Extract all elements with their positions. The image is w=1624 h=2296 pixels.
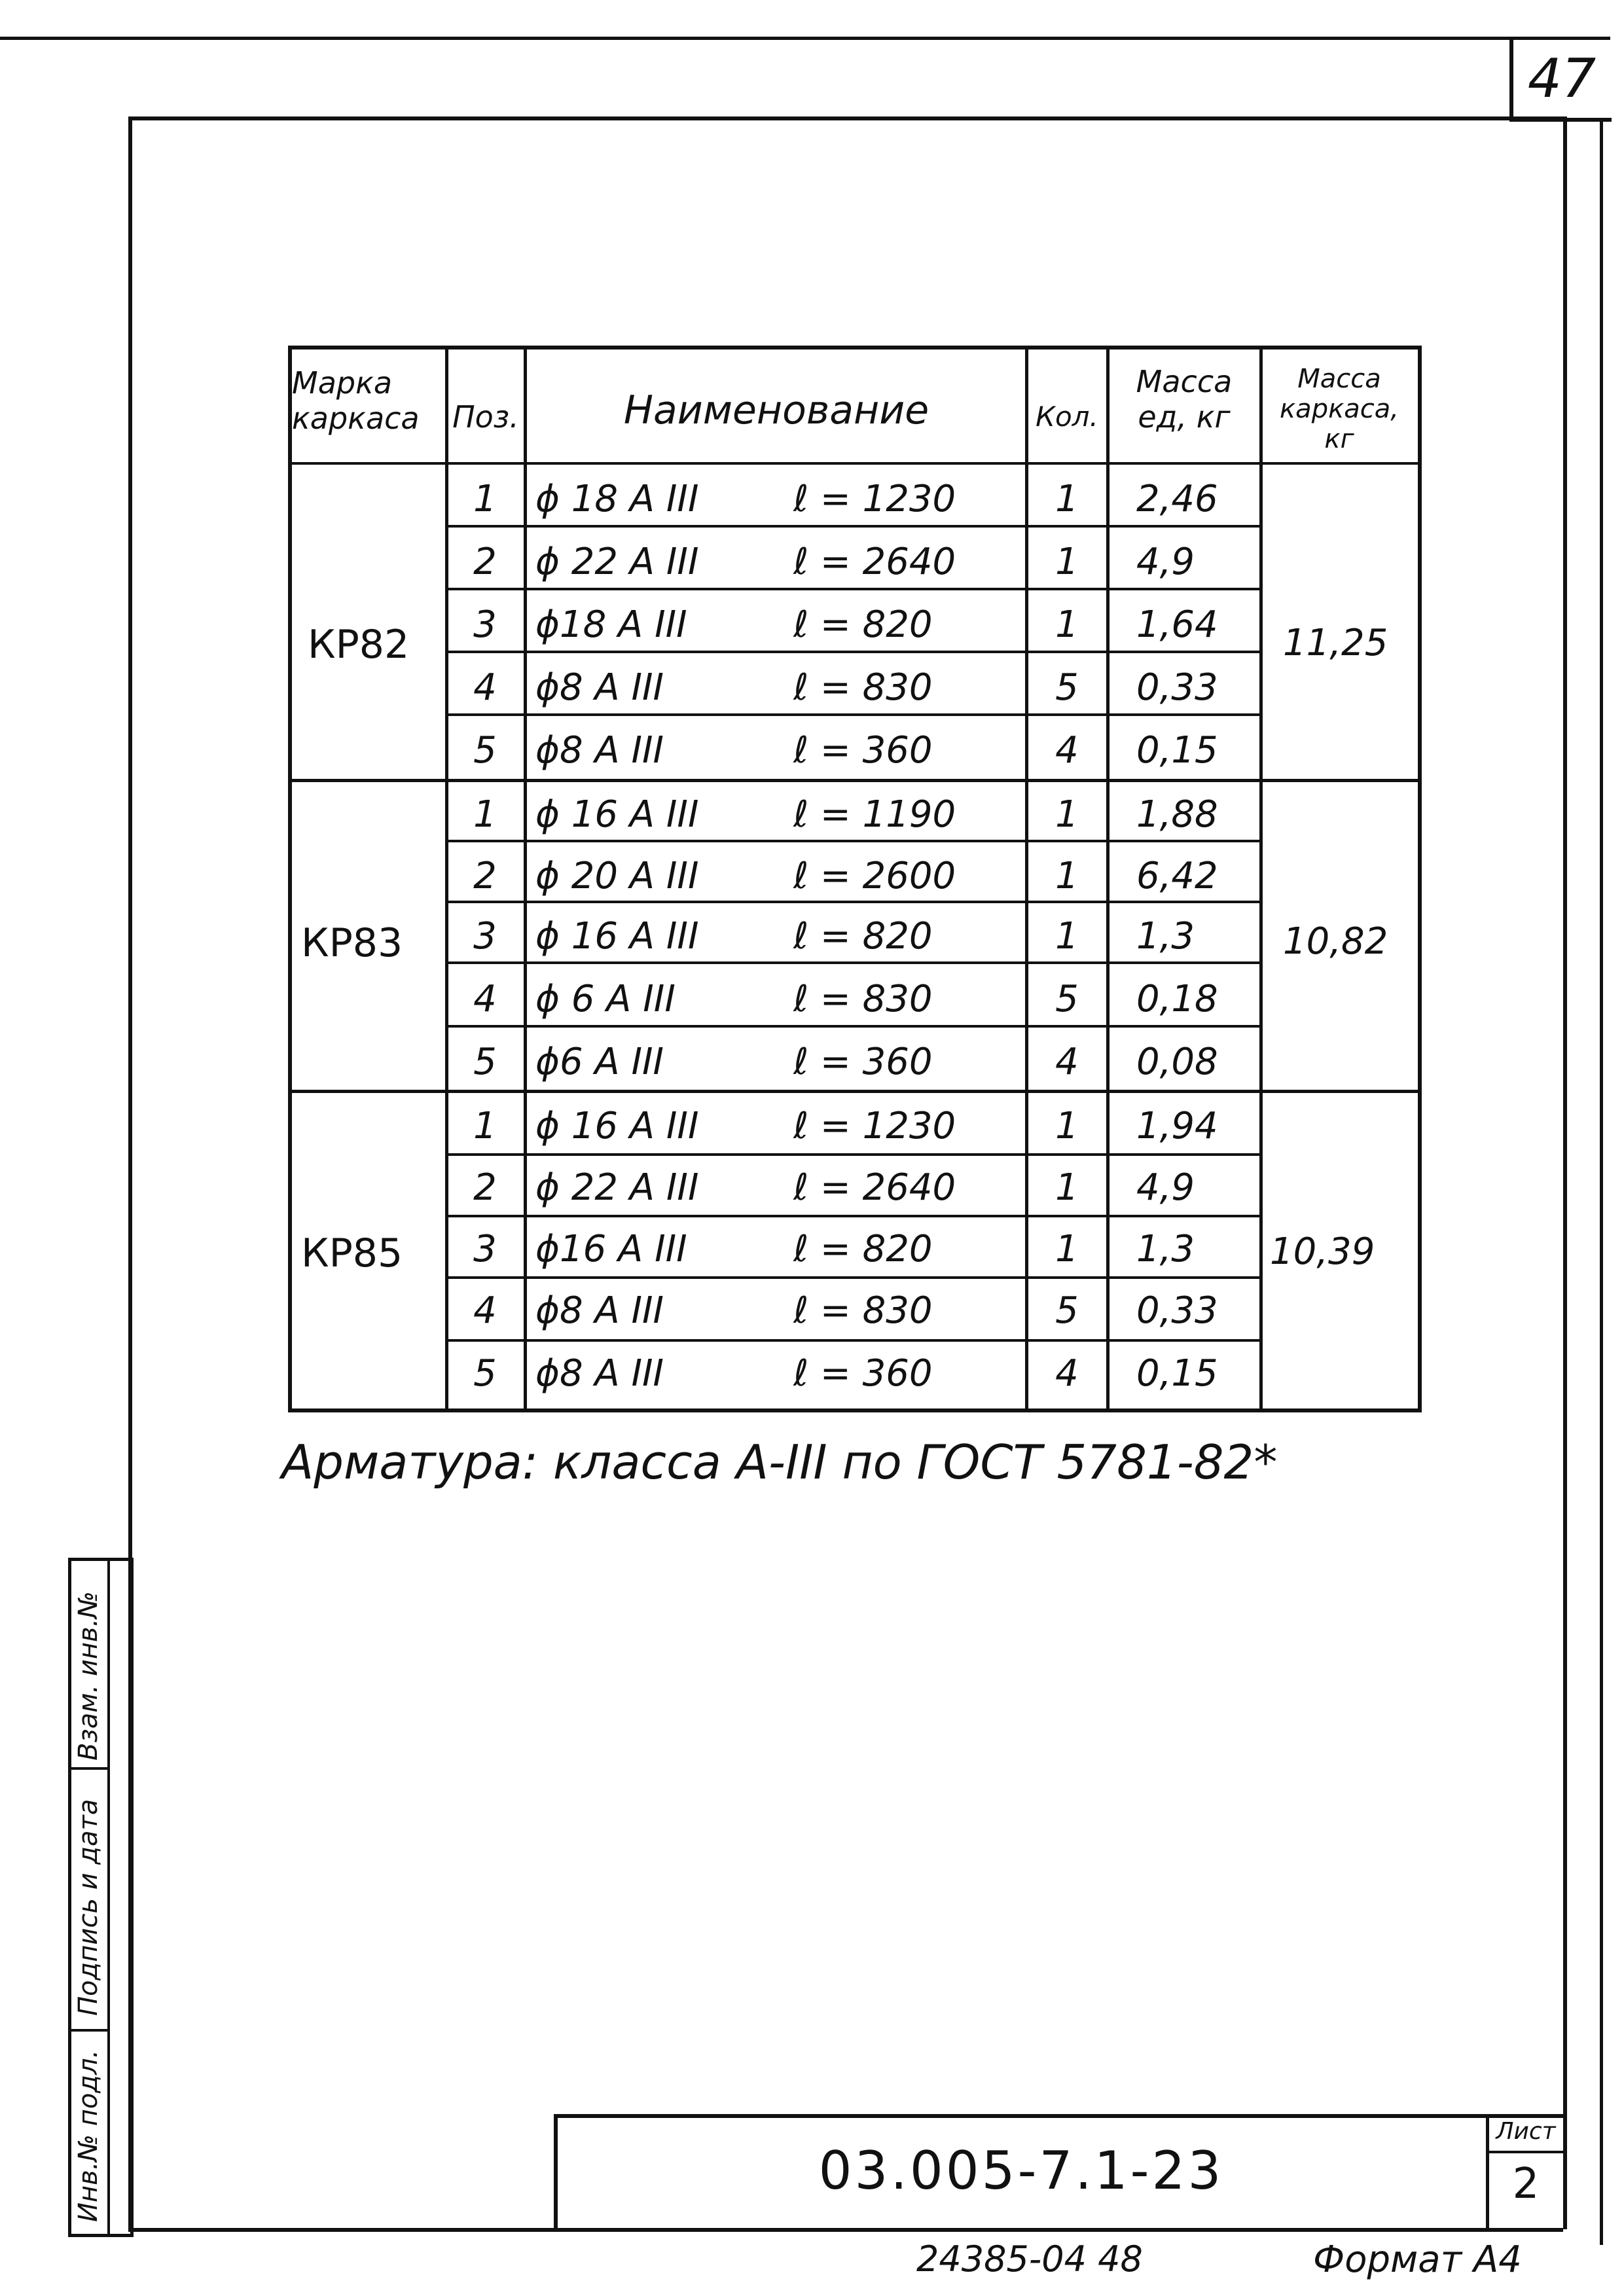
row-diameter: ϕ 6 А ІІІ: [535, 978, 676, 1020]
row-pos: 5: [473, 1041, 497, 1083]
row-length: ℓ = 1230: [793, 478, 956, 520]
row-unit-mass: 4,9: [1136, 1166, 1195, 1209]
row-qty: 1: [1055, 541, 1079, 583]
row-diameter: ϕ8 А ІІІ: [535, 666, 664, 709]
row-pos: 4: [473, 666, 497, 709]
row-length: ℓ = 830: [793, 978, 933, 1020]
page-number: 47: [1527, 48, 1597, 110]
row-unit-mass: 0,18: [1136, 978, 1218, 1020]
row-unit-mass: 0,33: [1136, 666, 1218, 709]
row-divider: [445, 651, 1261, 653]
table-column-line: [445, 346, 448, 1408]
header-unit-mass: Масса ед, кг: [1136, 364, 1233, 435]
row-length: ℓ = 1190: [793, 793, 956, 836]
row-qty: 1: [1055, 855, 1079, 897]
reinforcement-note: Арматура: класса А-ІІІ по ГОСТ 5781-82*: [281, 1435, 1278, 1490]
stamp-signature-date: Подпись и дата: [73, 1799, 103, 2016]
row-unit-mass: 1,64: [1136, 603, 1218, 646]
header-qty: Кол.: [1036, 401, 1098, 433]
row-divider: [445, 1153, 1261, 1156]
row-length: ℓ = 830: [793, 1289, 933, 1332]
sheet-number: 2: [1512, 2160, 1540, 2208]
row-unit-mass: 0,15: [1136, 1352, 1218, 1395]
frame-total-mass: 10,39: [1270, 1230, 1375, 1273]
row-divider: [445, 840, 1261, 842]
row-unit-mass: 1,3: [1136, 915, 1195, 958]
table-column-line: [1106, 346, 1110, 1408]
outer-right-border: [1600, 118, 1603, 2245]
sheet-box-divider: [1486, 2151, 1563, 2153]
table-column-line: [1025, 346, 1028, 1408]
document-code: 03.005-7.1-23: [818, 2140, 1224, 2201]
row-pos: 3: [473, 1228, 497, 1270]
row-qty: 5: [1055, 978, 1079, 1020]
paper-format: Формат А4: [1313, 2238, 1522, 2281]
row-length: ℓ = 360: [793, 1352, 933, 1395]
row-pos: 5: [473, 729, 497, 772]
group-divider: [288, 779, 1419, 782]
row-length: ℓ = 820: [793, 915, 933, 958]
row-length: ℓ = 830: [793, 666, 933, 709]
row-unit-mass: 6,42: [1136, 855, 1218, 897]
top-border-line: [0, 37, 1610, 40]
row-divider: [445, 1339, 1261, 1342]
row-divider: [445, 1025, 1261, 1028]
row-diameter: ϕ8 А ІІІ: [535, 1352, 664, 1395]
row-divider: [445, 1215, 1261, 1217]
row-diameter: ϕ16 А ІІІ: [535, 1228, 687, 1270]
row-unit-mass: 0,08: [1136, 1041, 1218, 1083]
row-pos: 1: [473, 478, 497, 520]
row-diameter: ϕ 18 А ІІІ: [535, 478, 699, 520]
row-qty: 1: [1055, 915, 1079, 958]
frame-total-mass: 11,25: [1283, 622, 1388, 664]
row-divider: [445, 713, 1261, 716]
frame-mark: КР83: [301, 920, 403, 966]
row-qty: 4: [1055, 729, 1079, 772]
group-divider: [288, 1090, 1419, 1093]
row-divider: [445, 961, 1261, 964]
row-pos: 2: [473, 1166, 497, 1209]
row-diameter: ϕ6 А ІІІ: [535, 1041, 664, 1083]
header-mark: Марка каркаса: [292, 365, 420, 436]
row-qty: 1: [1055, 1228, 1079, 1270]
row-unit-mass: 2,46: [1136, 478, 1218, 520]
row-qty: 4: [1055, 1041, 1079, 1083]
row-divider: [445, 901, 1261, 903]
row-qty: 4: [1055, 1352, 1079, 1395]
header-pos: Поз.: [452, 399, 519, 435]
row-unit-mass: 0,33: [1136, 1289, 1218, 1332]
row-unit-mass: 1,94: [1136, 1105, 1218, 1147]
row-pos: 2: [473, 855, 497, 897]
row-qty: 1: [1055, 1105, 1079, 1147]
row-diameter: ϕ 16 А ІІІ: [535, 793, 699, 836]
row-divider: [445, 1276, 1261, 1279]
row-unit-mass: 1,88: [1136, 793, 1218, 836]
row-length: ℓ = 360: [793, 1041, 933, 1083]
row-unit-mass: 1,3: [1136, 1228, 1195, 1270]
row-pos: 3: [473, 603, 497, 646]
row-qty: 1: [1055, 793, 1079, 836]
header-name: Наименование: [623, 387, 929, 433]
row-qty: 1: [1055, 603, 1079, 646]
row-pos: 2: [473, 541, 497, 583]
stamp-replaces-inv: Взам. инв.№: [73, 1591, 103, 1761]
row-qty: 5: [1055, 1289, 1079, 1332]
sheet-label: Лист: [1496, 2118, 1556, 2145]
row-diameter: ϕ 20 А ІІІ: [535, 855, 699, 897]
row-pos: 5: [473, 1352, 497, 1395]
row-unit-mass: 0,15: [1136, 729, 1218, 772]
row-qty: 5: [1055, 666, 1079, 709]
header-frame-mass: Масса каркаса, кг: [1280, 364, 1399, 454]
inventory-number: 24385-04 48: [916, 2238, 1143, 2280]
row-divider: [445, 588, 1261, 590]
row-length: ℓ = 820: [793, 603, 933, 646]
row-diameter: ϕ18 А ІІІ: [535, 603, 687, 646]
row-diameter: ϕ 16 А ІІІ: [535, 1105, 699, 1147]
row-diameter: ϕ8 А ІІІ: [535, 729, 664, 772]
row-diameter: ϕ 22 А ІІІ: [535, 541, 699, 583]
row-length: ℓ = 820: [793, 1228, 933, 1270]
frame-mark: КР82: [308, 622, 410, 668]
frame-total-mass: 10,82: [1283, 920, 1388, 963]
row-pos: 1: [473, 1105, 497, 1147]
left-stamp-row-divider: [68, 2029, 107, 2032]
row-divider: [445, 525, 1261, 528]
header-divider: [288, 462, 1419, 465]
stamp-inv-no: Инв.№ подл.: [73, 2049, 103, 2222]
row-diameter: ϕ 16 А ІІІ: [535, 915, 699, 958]
table-column-line: [524, 346, 527, 1408]
row-qty: 1: [1055, 1166, 1079, 1209]
row-length: ℓ = 2600: [793, 855, 956, 897]
row-diameter: ϕ8 А ІІІ: [535, 1289, 664, 1332]
row-length: ℓ = 1230: [793, 1105, 956, 1147]
row-length: ℓ = 360: [793, 729, 933, 772]
left-stamp-row-divider: [68, 1767, 107, 1770]
row-pos: 4: [473, 978, 497, 1020]
table-column-line: [1259, 346, 1263, 1408]
row-length: ℓ = 2640: [793, 541, 956, 583]
row-diameter: ϕ 22 А ІІІ: [535, 1166, 699, 1209]
row-pos: 1: [473, 793, 497, 836]
row-length: ℓ = 2640: [793, 1166, 956, 1209]
row-unit-mass: 4,9: [1136, 541, 1195, 583]
frame-mark: КР85: [301, 1230, 403, 1276]
row-pos: 3: [473, 915, 497, 958]
row-qty: 1: [1055, 478, 1079, 520]
row-pos: 4: [473, 1289, 497, 1332]
